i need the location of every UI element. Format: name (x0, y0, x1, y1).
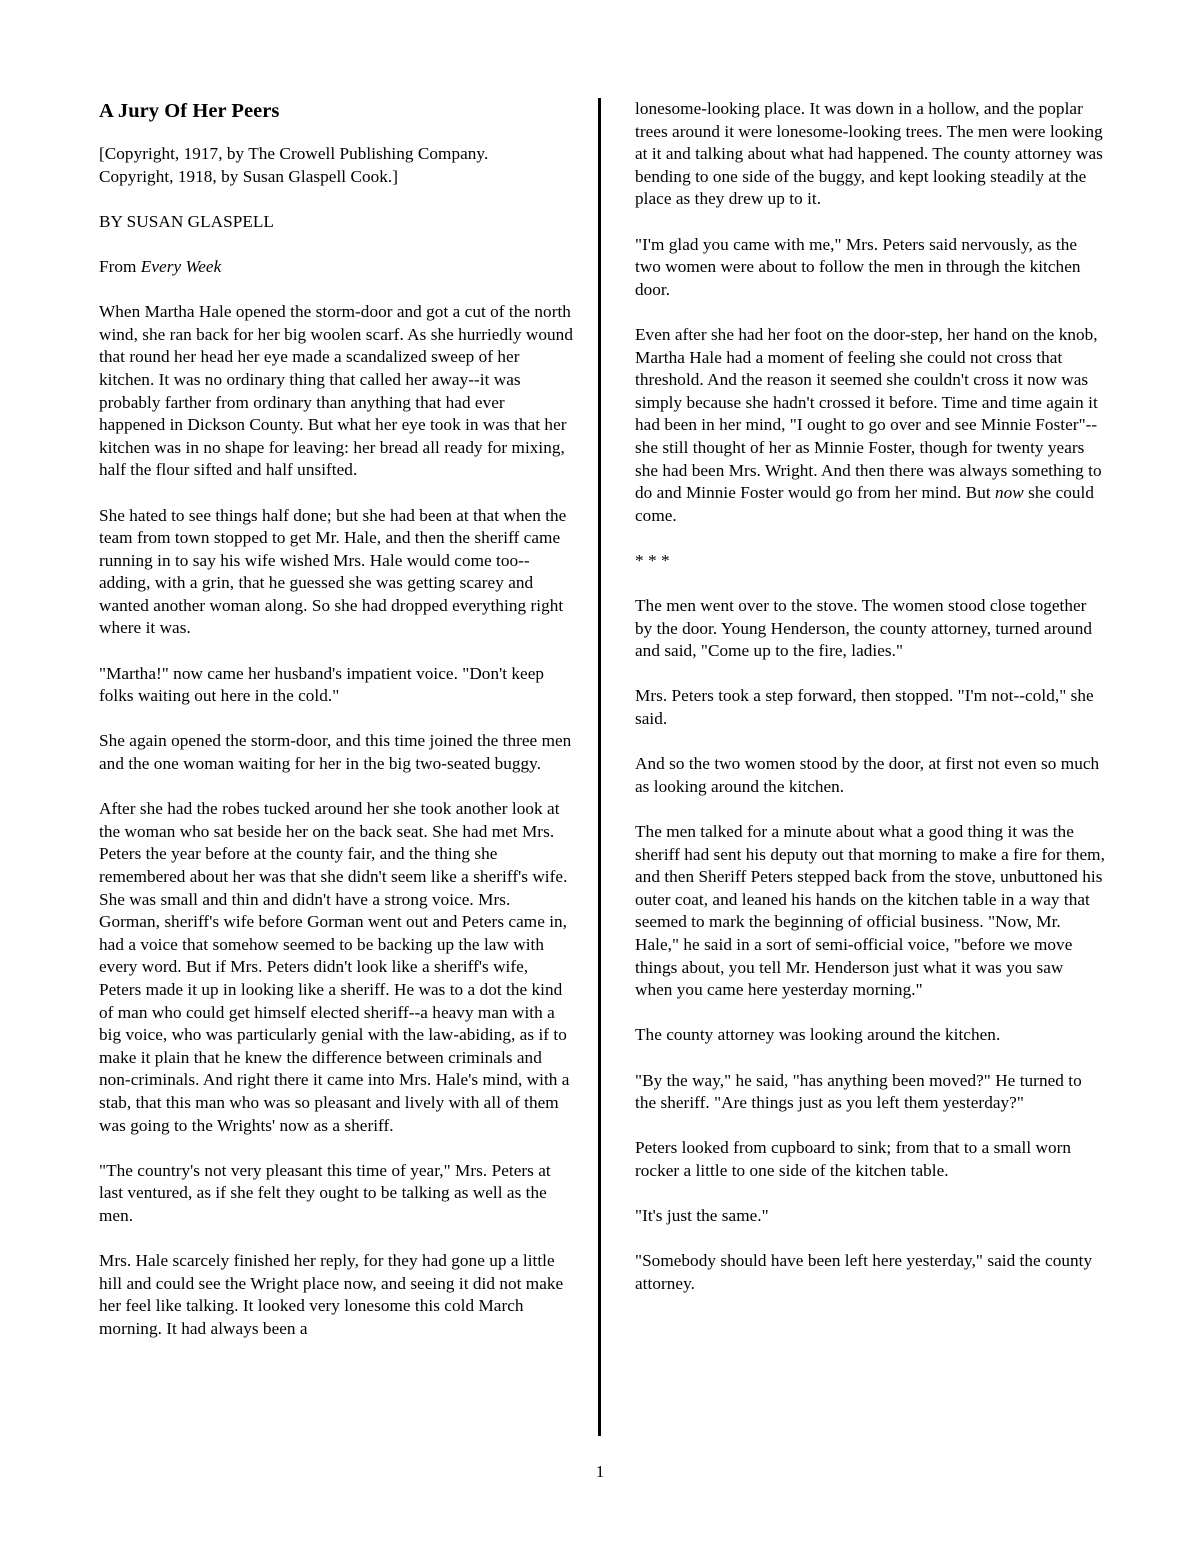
source-title: Every Week (140, 256, 222, 276)
column-divider (598, 98, 601, 1436)
source-prefix: From (99, 256, 141, 276)
paragraph: "It's just the same." (635, 1206, 769, 1226)
paragraph: Peters looked from cupboard to sink; from that to a small worn rocker a little to one side of the kitchen table. (635, 1138, 1072, 1180)
paragraph: "By the way," he said, "has anything been moved?" He turned to the sheriff. "Are things just as you left them yesterday?" (635, 1070, 1082, 1113)
paragraph: When Martha Hale opened the storm-door and got a cut of the north wind, she ran back for her big woolen scarf. As she hurriedly wound that round her head her eye made a scandalized sweep of her kitchen. It was no ordinary thing that called her away--it was probably farther from ordinary than anything that had ever happened in Dickson County. But what her eye took in was that her kitchen was in no shape for leaving: her bread all ready for mixing, half the flour sifted and half unsifted. (99, 302, 573, 480)
paragraph: She hated to see things half done; but she had been at that when the team from town stopped to get Mr. Hale, and then the sheriff came running in to say his wife wished Mrs. Hale would come too--adding, with a grin, that he guessed she was getting scarey and wanted another woman along. So she had dropped everything right where it was. (99, 505, 567, 638)
paragraph (635, 324, 1105, 527)
paragraph: And so the two women stood by the door, at first not even so much as looking around the kitchen. (635, 754, 1100, 796)
copyright-line-1: [Copyright, 1917, by The Crowell Publishing Company. (99, 144, 489, 163)
paragraph-text: she could come. (635, 483, 1095, 525)
page-number: 1 (595, 1462, 605, 1481)
copyright-line-2: Copyright, 1918, by Susan Glaspell Cook.] (99, 166, 399, 186)
paragraph: After she had the robes tucked around her she took another look at the woman who sat beside her on the back seat. She had met Mrs. Peters the year before at the county fair, and the thing she remembered about her was that she didn't seem like a sheriff's wife. She was small and thin and didn't have a strong voice. Mrs. Gorman, sheriff's wife before Gorman went out and Peters came in, had a voice that somehow seemed to be backing up the law with every word. But if Mrs. Peters didn't look like a sheriff's wife, Peters made it up in looking like a sheriff. He was to a dot the kind of man who could get himself elected sheriff--a heavy man with a big voice, who was particularly genial with the law-abiding, as if to make it plain that he knew the difference between criminals and non-criminals. And right there it came into Mrs. Hale's mind, with a stab, that this man who was so pleasant and lively with all of them was going to the Wrights' now as a sheriff. (99, 799, 570, 1135)
paragraph: The men talked for a minute about what a good thing it was the sheriff had sent his deputy out that morning to make a fire for them, and then Sheriff Peters stepped back from the stove, unbuttoned his outer coat, and leaned his hands on the kitchen table in a way that seemed to mark the beginning of official business. "Now, Mr. Hale," he said in a sort of semi-official voice, "before we move things about, you tell Mr. Henderson just what it was you saw when you came here yesterday morning." (635, 822, 1105, 1000)
byline: BY SUSAN GLASPELL (99, 211, 274, 231)
copyright-notice (99, 143, 573, 188)
paragraph: She again opened the storm-door, and this time joined the three men and the one woman waiting for her in the big two-seated buggy. (99, 731, 572, 774)
section-separator: * * * (635, 550, 670, 570)
left-column (99, 98, 573, 1363)
paragraph: "The country's not very pleasant this time of year," Mrs. Peters at last ventured, as if she felt they ought to be talking as well as the men. (99, 1160, 551, 1225)
emphasis-now: now (995, 483, 1024, 503)
document-title: A Jury Of Her Peers (99, 100, 280, 122)
right-column (635, 98, 1105, 1318)
paragraph: "Somebody should have been left here yesterday," said the county attorney. (635, 1251, 1093, 1293)
paragraph: "Martha!" now came her husband's impatient voice. "Don't keep folks waiting out here in the cold." (99, 663, 545, 706)
paragraph-text: Even after she had her foot on the door-step, her hand on the knob, Martha Hale had a moment of feeling she could not cross that threshold. And the reason it seemed she couldn't cross it now was simply because she hadn't crossed it before. Time and time again it had been in her mind, "I ought to go over and see Minnie Foster"--she still thought of her as Minnie Foster, though for twenty years she had been Mrs. Wright. And then there was always something to do and Minnie Foster would go from her mind. But (635, 324, 1102, 503)
paragraph: "I'm glad you came with me," Mrs. Peters said nervously, as the two women were about to follow the men in through the kitchen door. (635, 234, 1081, 299)
paragraph: The men went over to the stove. The women stood close together by the door. Young Henderson, the county attorney, turned around and said, "Come up to the fire, ladies." (635, 596, 1092, 661)
source-line (99, 256, 573, 279)
paragraph: Mrs. Hale scarcely finished her reply, for they had gone up a little hill and could see the Wright place now, and seeing it did not make her feel like talking. It looked very lonesome this cold March morning. It had always been a (99, 1251, 564, 1338)
paragraph: The county attorney was looking around the kitchen. (635, 1025, 1001, 1045)
paragraph: Mrs. Peters took a step forward, then stopped. "I'm not--cold," she said. (635, 686, 1094, 729)
paragraph: lonesome-looking place. It was down in a hollow, and the poplar trees around it were lonesome-looking trees. The men were looking at it and talking about what had happened. The county attorney was bending to one side of the buggy, and kept looking steadily at the place as they drew up to it. (635, 99, 1103, 209)
